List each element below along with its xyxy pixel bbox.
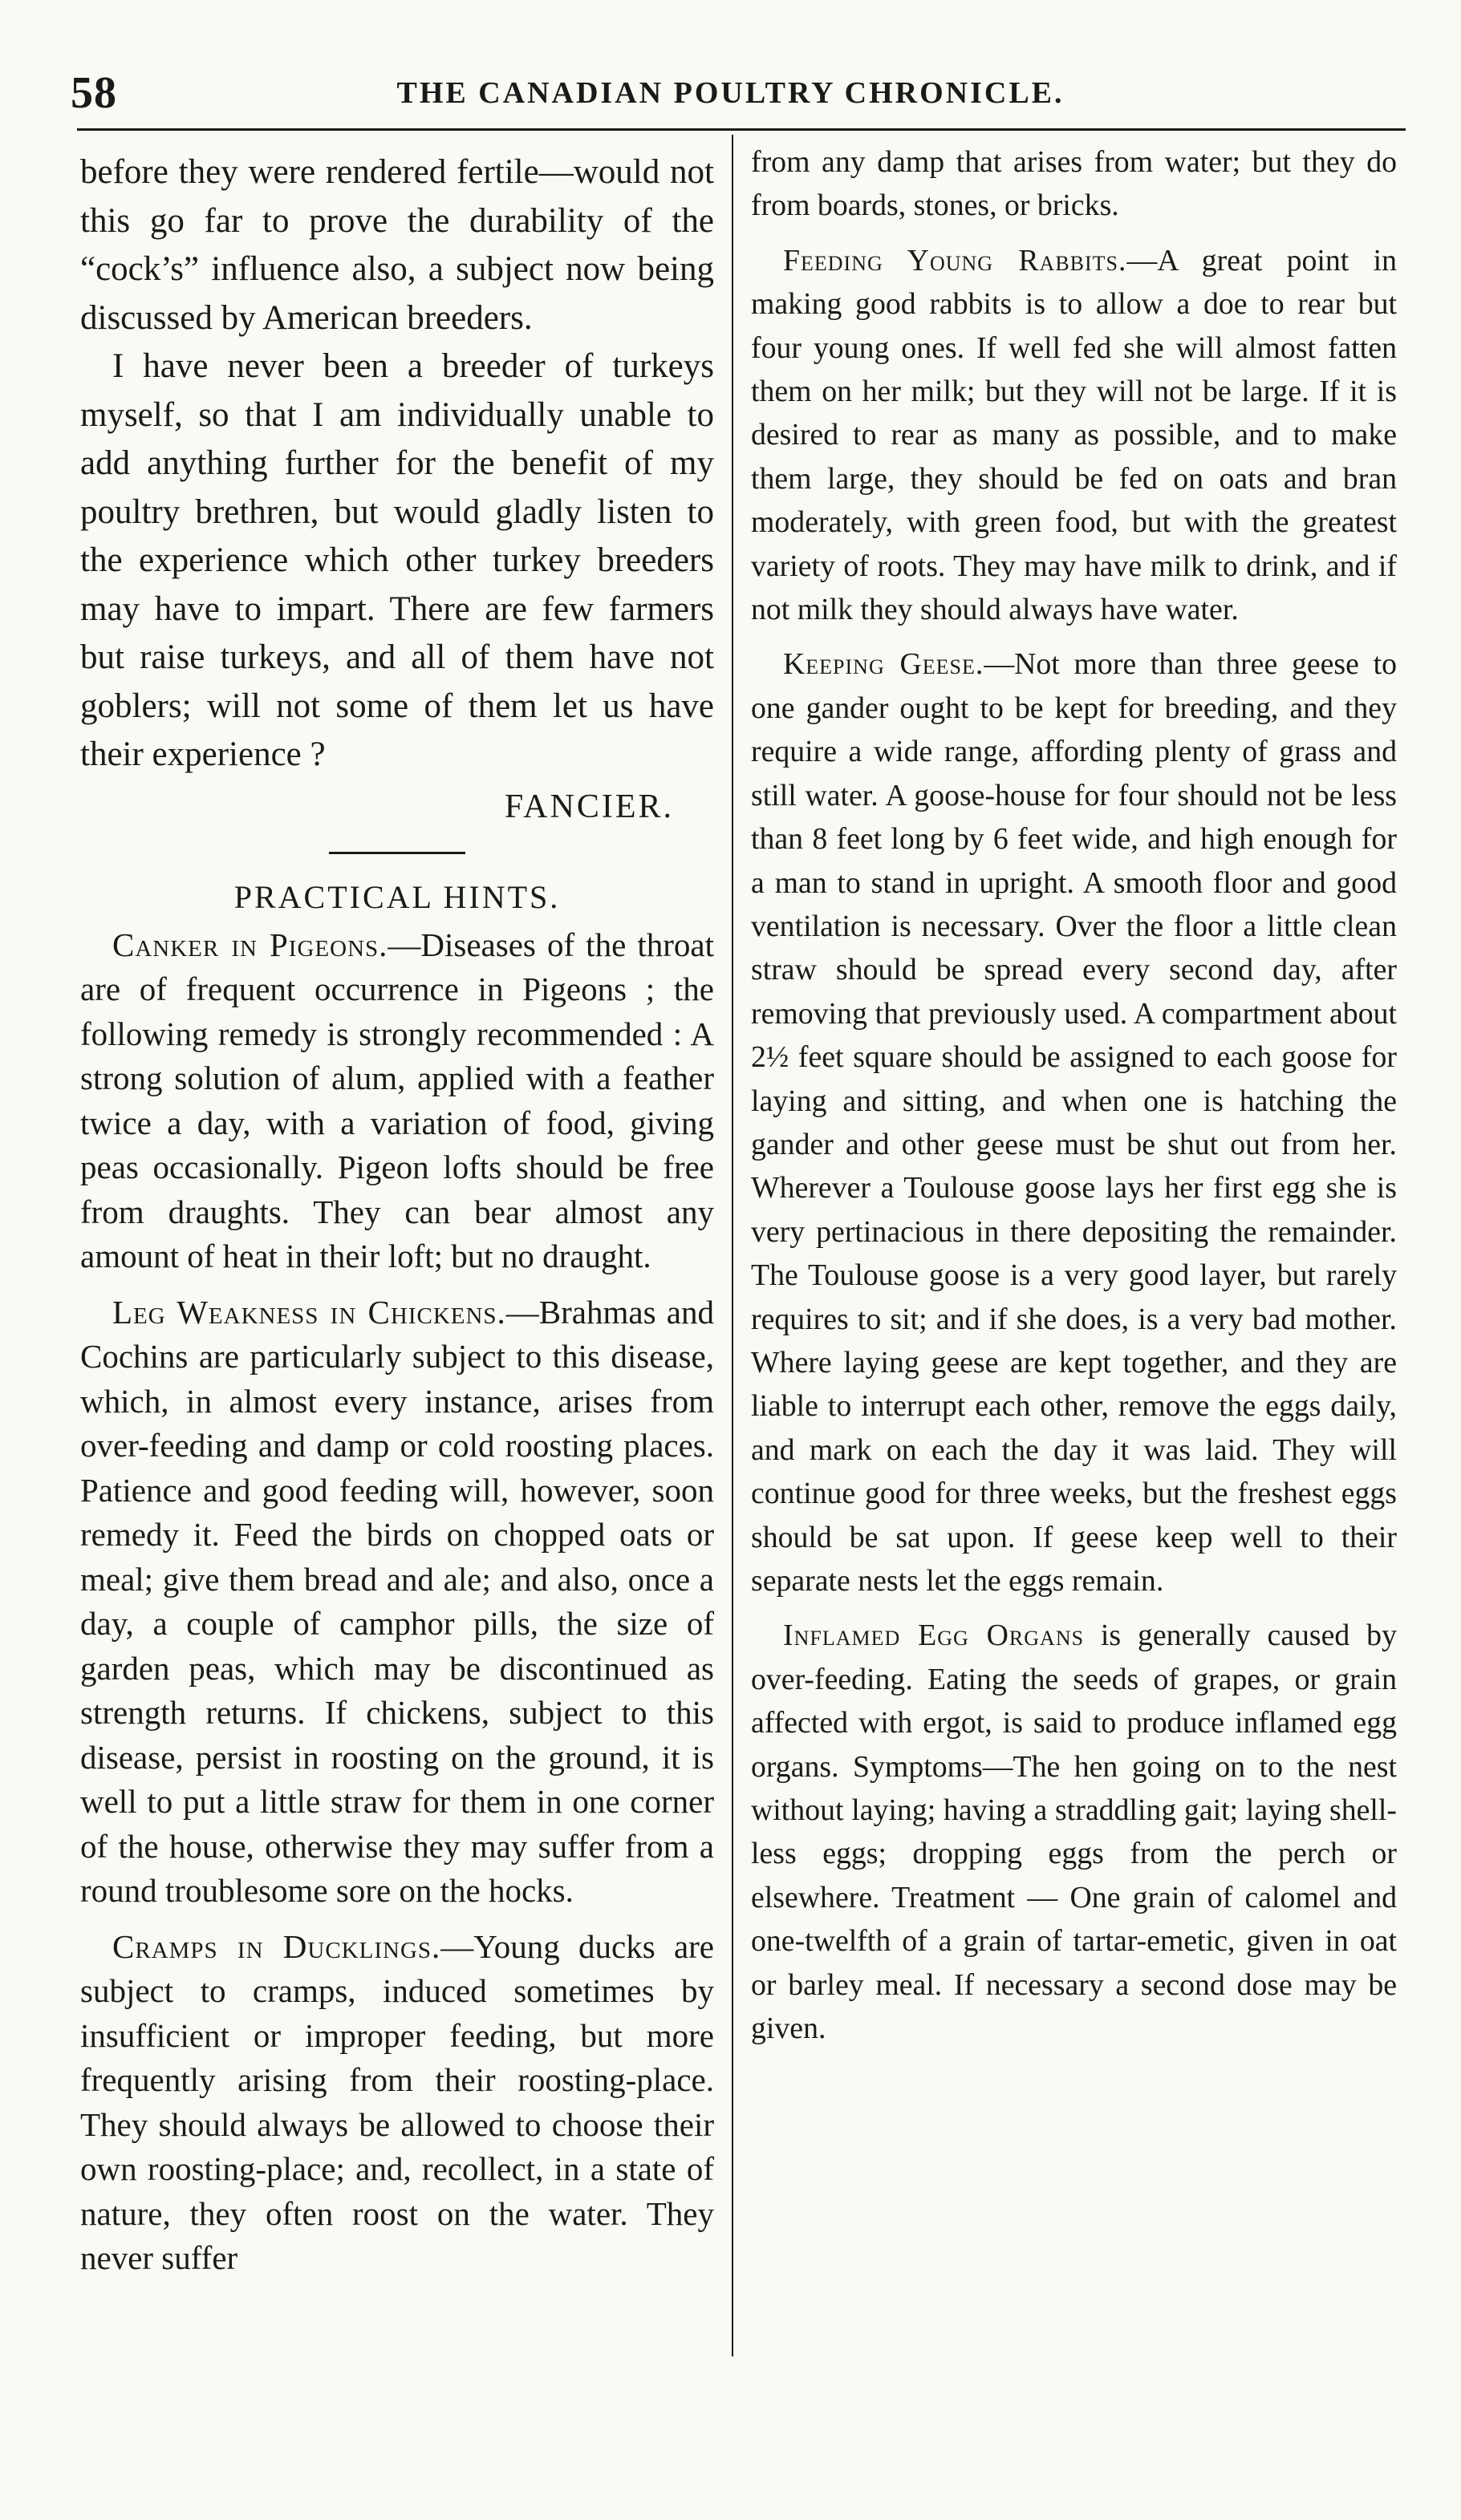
turkey-paragraph: I have never been a breeder of turkeys myself, so that I am individually unable to add anything further for the benefit of my poultry brethren, but would gladly listen to the experience which other turkey breeders may have to impart. There are few farmers but raise turkeys, and all of them have not goblers; will not some of them let us have their experience ? [80, 347, 714, 773]
cramps-paragraph [80, 1925, 714, 2281]
rabbits-lead: Feeding Young Rabbits. [783, 243, 1127, 278]
rabbits-paragraph [751, 239, 1397, 632]
cramps-text: —Young ducks are subject to cramps, induced sometimes by insufficient or improper feeding, but more frequently arising from their roosting-place. They should always be allowed to choose their own roosting-place; and, recollect, in a state of nature, they often roost on the water. They never suffer [80, 1927, 714, 2276]
page-number: 58 [71, 68, 117, 118]
left-column [80, 148, 714, 2281]
section-rule [329, 852, 465, 854]
running-title: THE CANADIAN POULTRY CHRONICLE. [396, 76, 1065, 110]
egg-organs-text: is generally caused by over-feeding. Eating the seeds of grapes, or grain affected with ergot, is said to produce inflamed egg organs. Symptoms—The hen going on to the nest without laying; having a straddling gait; laying shell-less eggs; dropping eggs from the perch or elsewhere. Treatment — One grain of calomel and one-twelfth of a grain of tartar-emetic, given in oat or barley meal. If necessary a second dose may be given. [751, 1619, 1397, 2046]
continuation-paragraph: before they were rendered fertile—would not this go far to prove the durability of the “cock’s” influence also, a subject now being discussed by American breeders. [80, 153, 714, 337]
continuation-paragraph-right: from any damp that arises from water; but they do from boards, stones, or bricks. [751, 145, 1397, 223]
column-divider [732, 135, 733, 2356]
canker-lead: Canker in Pigeons. [112, 926, 388, 963]
geese-text: —Not more than three geese to one gander ought to be kept for breeding, and they require a wide range, affording plenty of grass and still water. A goose-house for four should not be less than 8 feet long by 6 feet wide, and high enough for a man to stand in upright. A smooth floor and good ventilation is necessary. Over the floor a little clean straw should be spread every second day, after removing that previously used. A compartment about 2½ feet square should be assigned to each goose for laying and sitting, and when one is hatching the gander and other geese must be shut out from her. Wherever a Toulouse goose lays her first egg she is very pertinacious in there depositing the remainder. The Toulouse goose is a very good layer, but rarely requires to sit; and if she does, is a very bad mother. Where laying geese are kept together, and they are liable to interrupt each other, remove the eggs daily, and mark on each the day it was laid. They will continue good for three weeks, but the freshest eggs should be sat upon. If geese keep well to their separate nests let the eggs remain. [751, 647, 1398, 1598]
geese-paragraph [751, 642, 1397, 1602]
rabbits-text: —A great point in making good rabbits is to allow a doe to rear but four young ones. If well fed she will almost fatten them on her milk; but they will not be large. If it is desired to rear as many as possible, and to make them large, they should be fed on oats and bran moderately, with green food, but with the greatest variety of roots. They may have milk to drink, and if not milk they should always have water. [751, 243, 1397, 627]
canker-paragraph [80, 923, 714, 1279]
section-title: PRACTICAL HINTS. [233, 879, 561, 915]
egg-organs-paragraph [751, 1614, 1397, 2050]
cramps-lead: Cramps in Ducklings. [112, 1927, 441, 1965]
leg-weakness-text: —Brahmas and Cochins are particularly subject to this disease, which, in almost every instance, arises from over-feeding and damp or cold roosting places. Patience and good feeding will, however, soon remedy it. Feed the birds on chopped oats or meal; give them bread and ale; and also, once a day, a couple of camphor pills, the size of garden peas, which may be discontinued as strength returns. If chickens, subject to this disease, persist in roosting on the ground, it is well to put a little straw for them in one corner of the house, otherwise they may suffer from a round troublesome sore on the hocks. [80, 1293, 714, 1909]
turkey-section [80, 148, 714, 831]
egg-organs-lead: Inflamed Egg Organs [783, 1619, 1085, 1653]
canker-text: —Diseases of the throat are of frequent occurrence in Pigeons ; the following remedy is strongly recommended : A strong solution of alum, applied with a feather twice a day, with a variation of food, giving peas occasionally. Pigeon lofts should be free from draughts. They can bear almost any amount of heat in their loft; but no draught. [80, 926, 714, 1274]
leg-weakness-lead: Leg Weakness in Chickens. [112, 1293, 506, 1331]
right-column [751, 140, 1397, 2050]
signature: FANCIER. [504, 788, 674, 825]
geese-lead: Keeping Geese. [783, 647, 984, 682]
header-rule [77, 128, 1406, 131]
leg-weakness-paragraph [80, 1290, 714, 1914]
